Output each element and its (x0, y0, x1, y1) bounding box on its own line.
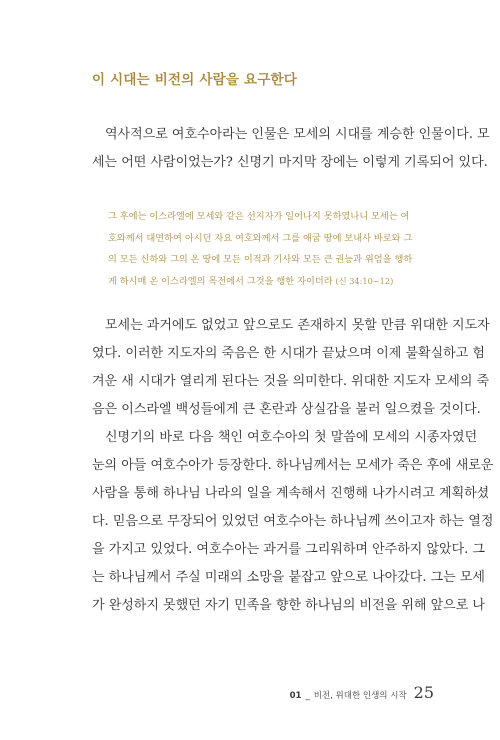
text-line: 을 가지고 있었다. 여호수아는 과거를 그리워하며 안주하지 않았다. 그 (92, 542, 485, 557)
text-line: 음은 이스라엘 백성들에게 큰 혼란과 상실감을 불러 일으켰을 것이다. (92, 402, 481, 417)
chapter-title: 비전, 위대한 인생의 시작 (313, 691, 407, 701)
chapter-number: 01 (289, 691, 302, 701)
quote-line: 호와께서 대면하여 아시던 자요 여호와께서 그를 애굽 땅에 보내사 바로와 그 (108, 232, 413, 244)
paragraph-joshua (92, 424, 494, 620)
text-line: 가 완성하지 못했던 자기 민족을 향한 하나님의 비전을 위해 앞으로 나 (92, 598, 485, 613)
scripture-quote (108, 206, 413, 292)
section-heading: 이 시대는 비전의 사람을 요구한다 (92, 72, 297, 88)
quote-citation: (신 34:10~12) (335, 275, 394, 286)
text-line: 였다. 이러한 지도자의 죽음은 한 시대가 끝났으며 이제 불확실하고 험 (92, 346, 485, 361)
text-line: 모세는 과거에도 없었고 앞으로도 존재하지 못할 만큼 위대한 지도자 (105, 318, 490, 333)
footer-separator: _ (305, 691, 310, 701)
text-line: 세는 어떤 사람이었는가? 신명기 마지막 장에는 이렇게 기록되어 있다. (92, 155, 488, 170)
quote-line: 의 모든 신하와 그의 온 땅에 모든 이적과 기사와 모든 큰 권능과 위엄을 행하 (108, 254, 413, 265)
paragraph-intro (92, 121, 490, 177)
paragraph-moses (92, 312, 490, 424)
text-line: 겨운 새 시대가 열리게 된다는 것을 의미한다. 위대한 지도자 모세의 죽 (92, 374, 490, 389)
page-footer (290, 683, 434, 702)
text-line: 는 하나님께서 주실 미래의 소망을 붙잡고 앞으로 나아갔다. 그는 모세 (92, 570, 485, 585)
text-line: 신명기의 바로 다음 책인 여호수아의 첫 말씀에 모세의 시종자였던 (105, 430, 478, 445)
page-number: 25 (413, 683, 434, 702)
text-line: 다. 믿음으로 무장되어 있었던 여호수아는 하나님께 쓰이고자 하는 열정 (92, 514, 494, 529)
quote-line-last (108, 271, 398, 293)
quote-line-text: 게 하시매 온 이스라엘의 목전에서 그것을 행한 자이더라 (108, 275, 333, 287)
quote-line: 그 후에는 이스라엘에 모세와 같은 선지자가 일어나지 못하였나니 모세는 여 (108, 211, 410, 222)
text-line: 역사적으로 여호수아라는 인물은 모세의 시대를 계승한 인물이다. 모 (105, 127, 490, 142)
text-line: 눈의 아들 여호수아가 등장한다. 하나님께서는 모세가 죽은 후에 새로운 (92, 458, 494, 473)
text-line: 사람을 통해 하나님 나라의 일을 계속해서 진행해 나가시려고 계획하셨 (92, 486, 490, 501)
